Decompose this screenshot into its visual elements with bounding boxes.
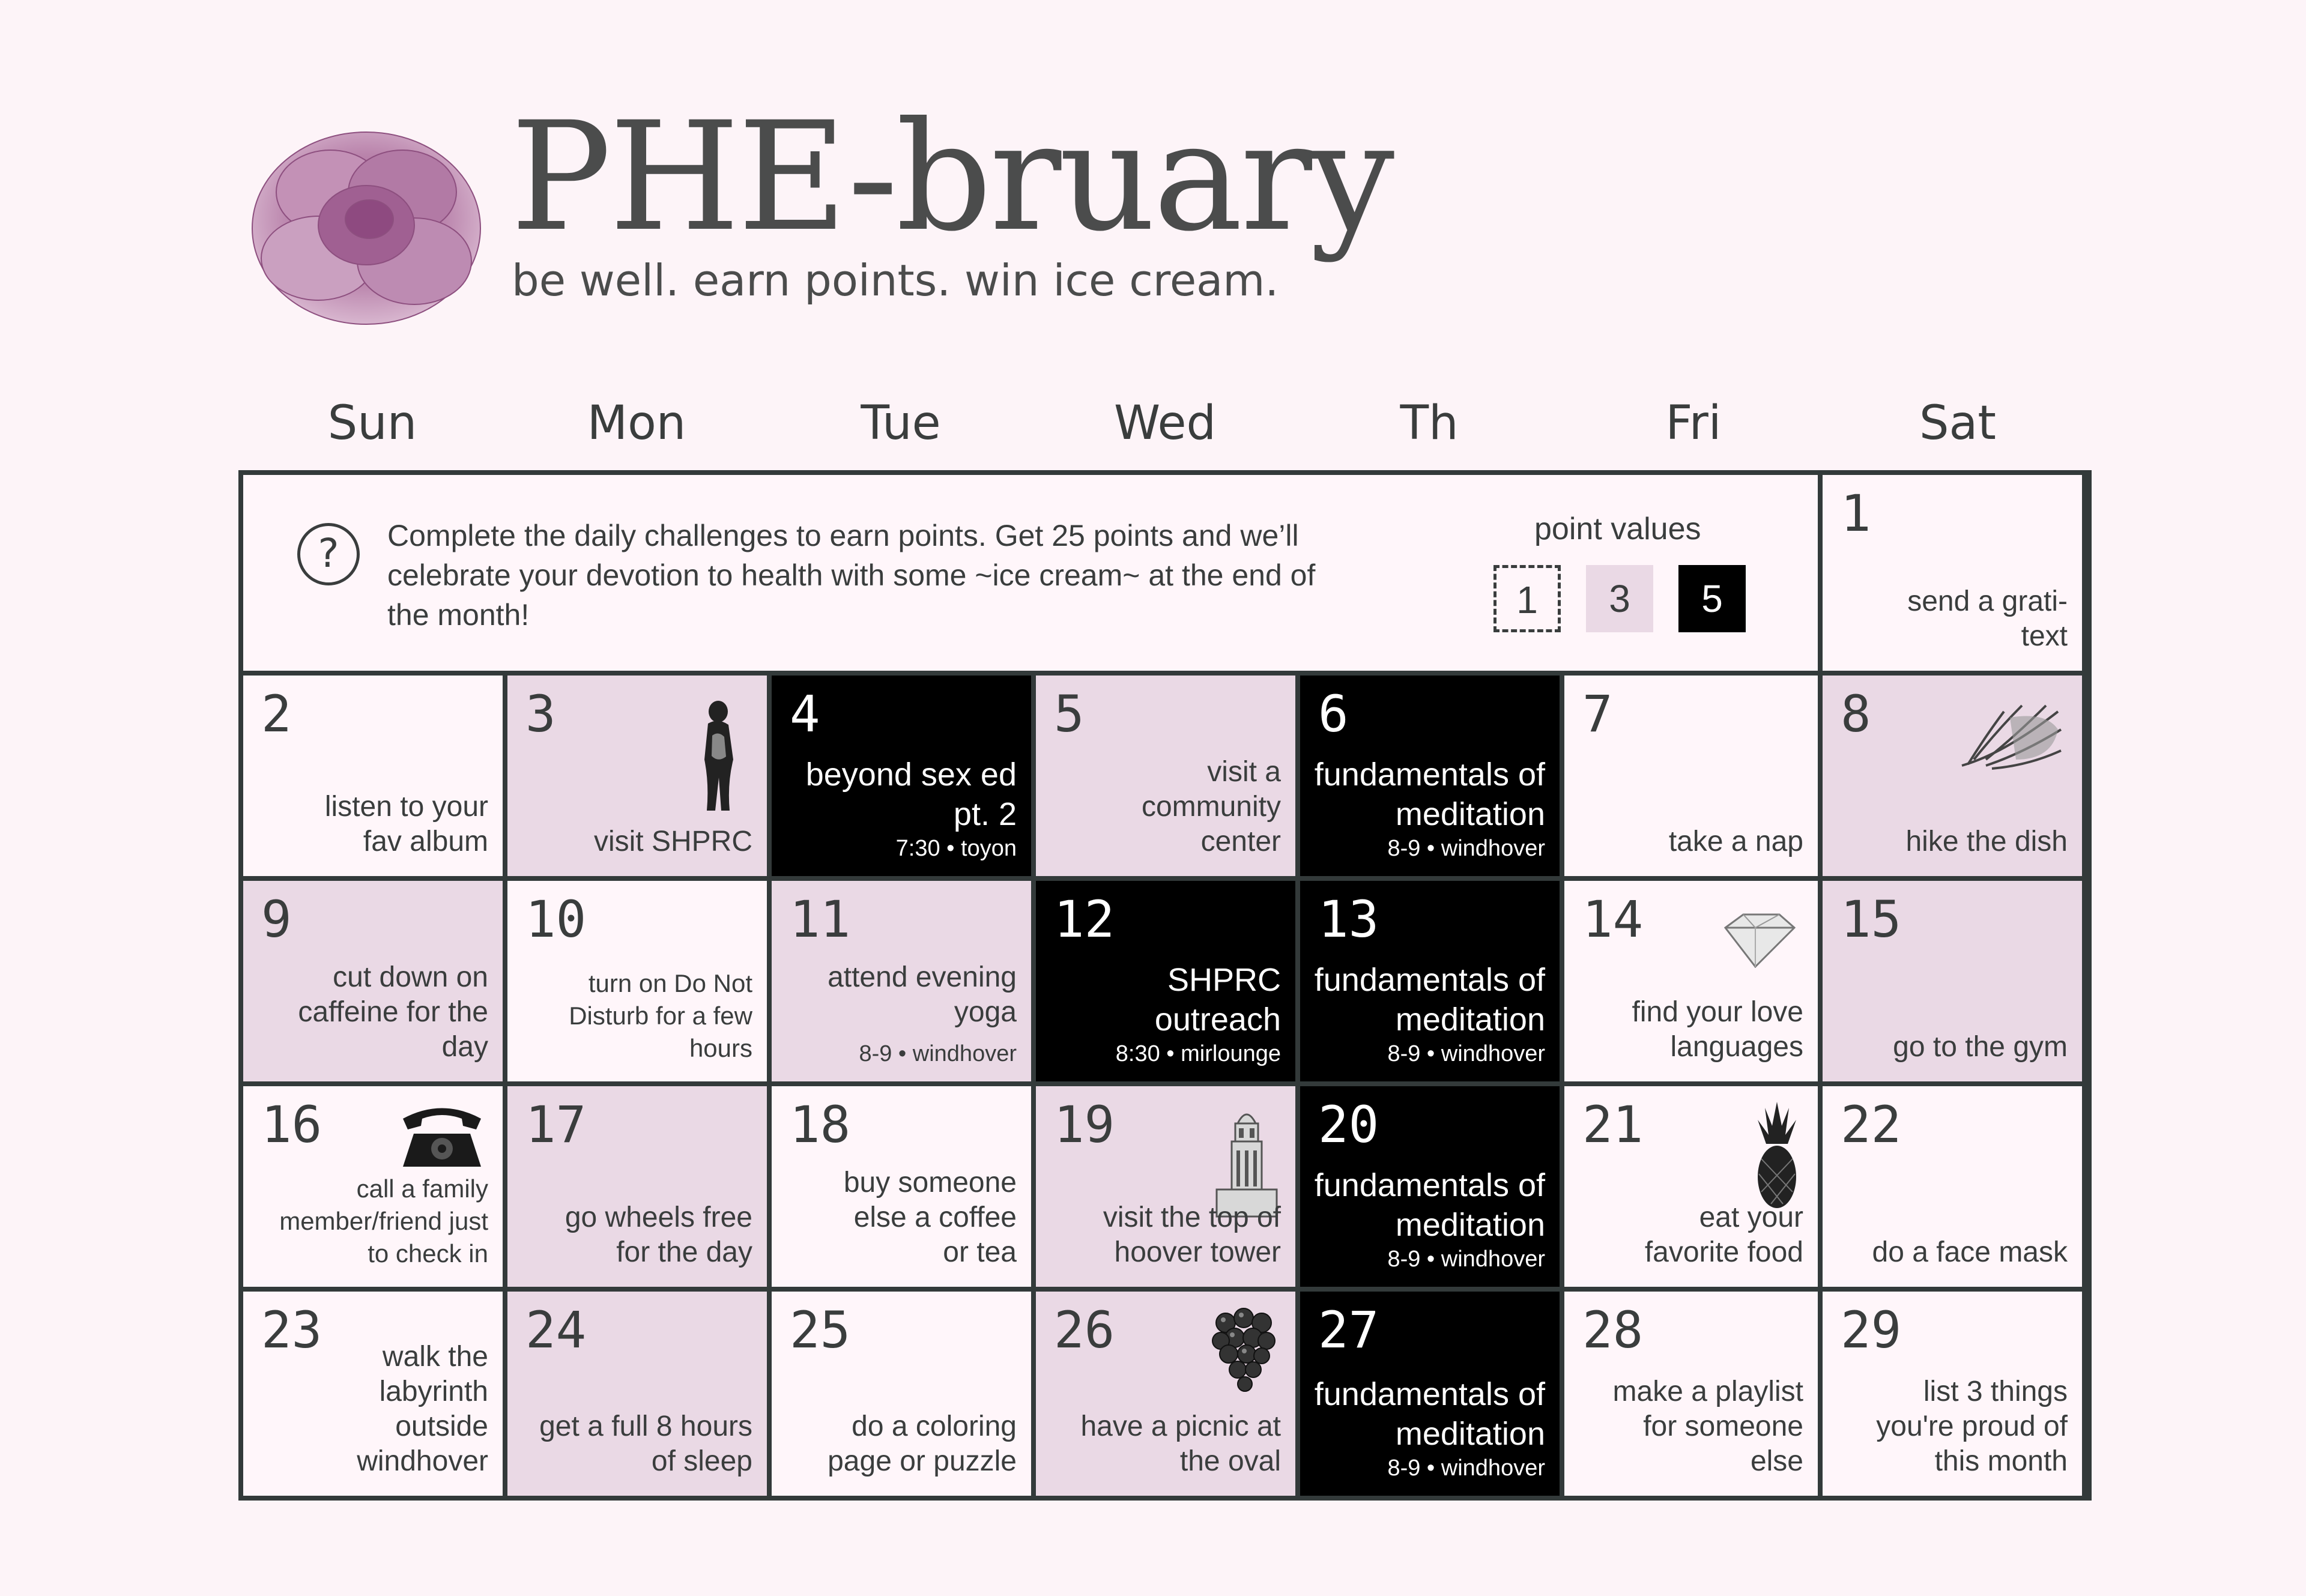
day-cell-25 [772,1292,1031,1496]
day-number: 9 [261,890,292,949]
day-number: 14 [1582,890,1644,949]
event-time-location: 8-9 • windhover [1387,836,1545,861]
day-cell-7 [1564,676,1818,876]
day-cell-21 [1564,1086,1818,1287]
day-cell-20 [1300,1086,1560,1287]
statue-icon [691,694,745,814]
day-number: 3 [525,685,556,743]
day-number: 23 [261,1301,322,1359]
day-number: 4 [790,685,820,743]
event-title: SHPRC outreach [1154,962,1281,1038]
day-cell-5 [1036,676,1295,876]
challenge-text: list 3 things you're proud of this month [1876,1376,2068,1477]
event-time-location: 8-9 • windhover [859,1041,1017,1066]
day-cell-22 [1823,1086,2082,1287]
day-cell-23 [243,1292,503,1496]
challenge-text: find your love languages [1632,996,1803,1063]
day-cell-4 [772,676,1031,876]
point-value-5-legend: 5 [1678,565,1746,632]
day-number: 21 [1582,1095,1644,1154]
day-cell-8 [1823,676,2082,876]
day-number: 25 [790,1301,851,1359]
challenge-text: go wheels free for the day [564,1202,752,1268]
diamond-icon [1713,910,1797,970]
grapes-icon [1208,1305,1280,1395]
day-number: 22 [1841,1095,1902,1154]
challenge-text: do a face mask [1872,1236,2068,1268]
day-number: 15 [1841,890,1902,949]
challenge-text: take a nap [1668,826,1803,857]
day-cell-3 [507,676,767,876]
event-time-location: 8:30 • mirlounge [1115,1041,1281,1066]
challenge-text: send a grati-text [1907,585,2068,652]
challenge-text: visit SHPRC [593,826,752,857]
event-title: fundamentals of meditation [1314,757,1545,832]
weekday-thu: Th [1400,396,1459,450]
day-number: 5 [1054,685,1085,743]
day-cell-9 [243,881,503,1081]
challenge-text: walk the labyrinth outside windhover [357,1341,488,1477]
page-header [240,89,1393,348]
day-cell-6 [1300,676,1560,876]
day-number: 18 [790,1095,851,1154]
page-title: PHE-bruary [510,89,1393,264]
day-number: 11 [790,890,851,949]
event-time-location: 7:30 • toyon [895,836,1017,861]
intro-panel [243,475,1818,671]
day-cell-12 [1036,881,1295,1081]
challenge-text: listen to your fav album [324,791,488,857]
day-cell-10 [507,881,767,1081]
point-value-1-legend: 1 [1493,565,1561,632]
calendar-grid [238,470,2092,1501]
challenge-text: make a playlist for someone else [1612,1376,1803,1477]
day-number: 10 [525,890,587,949]
challenge-text: cut down on caffeine for the day [298,961,488,1063]
palm-leaf-icon [1950,694,2070,784]
day-cell-14 [1564,881,1818,1081]
event-title: fundamentals of meditation [1314,1167,1545,1243]
point-value-3-legend: 3 [1586,565,1653,632]
day-cell-18 [772,1086,1031,1287]
day-number: 28 [1582,1301,1644,1359]
challenge-text: go to the gym [1893,1031,2068,1063]
day-number: 26 [1054,1301,1115,1359]
weekday-mon: Mon [587,396,686,450]
weekday-tue: Tue [861,396,941,450]
day-cell-29 [1823,1292,2082,1496]
event-time-location: 8-9 • windhover [1387,1041,1545,1066]
question-icon: ? [297,523,360,585]
day-number: 20 [1318,1095,1379,1154]
challenge-text: eat your favorite food [1644,1202,1803,1268]
day-cell-16 [243,1086,503,1287]
weekday-header [240,390,2090,456]
day-cell-27 [1300,1292,1560,1496]
day-cell-24 [507,1292,767,1496]
weekday-sat: Sat [1919,396,1996,450]
challenge-text: visit the top of hoover tower [1103,1202,1281,1268]
day-number: 17 [525,1095,587,1154]
challenge-text: do a coloring page or puzzle [828,1410,1017,1477]
page-subtitle: be well. earn points. win ice cream. [512,255,1279,306]
event-title: beyond sex ed pt. 2 [805,757,1017,832]
challenge-text: call a family member/friend just to check in [279,1174,488,1268]
day-number: 24 [525,1301,587,1359]
intro-text: Complete the daily challenges to earn points. Get 25 points and we’ll celebrate your devotion to health with some ~ice cream~ at the end of the month! [387,519,1316,632]
day-cell-11 [772,881,1031,1081]
challenge-text: have a picnic at the oval [1080,1410,1281,1477]
event-title: fundamentals of meditation [1314,1376,1545,1452]
day-cell-1 [1823,475,2082,671]
day-number: 12 [1054,890,1115,949]
day-cell-26 [1036,1292,1295,1496]
day-number: 27 [1318,1301,1379,1359]
day-cell-2 [243,676,503,876]
weekday-wed: Wed [1113,396,1217,450]
weekday-sun: Sun [327,396,417,450]
day-number: 8 [1841,685,1871,743]
day-number: 2 [261,685,292,743]
challenge-text: visit a community center [1141,756,1281,857]
event-title: fundamentals of meditation [1314,962,1545,1038]
day-number: 1 [1841,484,1871,543]
event-time-location: 8-9 • windhover [1387,1247,1545,1272]
challenge-text: get a full 8 hours of sleep [539,1410,752,1477]
day-number: 6 [1318,685,1349,743]
day-number: 19 [1054,1095,1115,1154]
day-cell-13 [1300,881,1560,1081]
challenge-text: turn on Do Not Disturb for a few hours [569,969,752,1062]
challenge-text: hike the dish [1905,826,2068,857]
day-cell-17 [507,1086,767,1287]
day-cell-28 [1564,1292,1818,1496]
day-number: 7 [1582,685,1613,743]
telephone-icon [397,1101,487,1173]
day-number: 16 [261,1095,322,1154]
point-values-label: point values [1534,512,1701,546]
peony-flower-icon [240,102,492,342]
event-title: attend evening yoga [828,961,1017,1028]
day-cell-15 [1823,881,2082,1081]
day-number: 13 [1318,890,1379,949]
day-cell-19 [1036,1086,1295,1287]
weekday-fri: Fri [1665,396,1722,450]
day-number: 29 [1841,1301,1902,1359]
event-time-location: 8-9 • windhover [1387,1455,1545,1481]
challenge-text: buy someone else a coffee or tea [843,1167,1017,1268]
pineapple-icon [1753,1102,1801,1210]
